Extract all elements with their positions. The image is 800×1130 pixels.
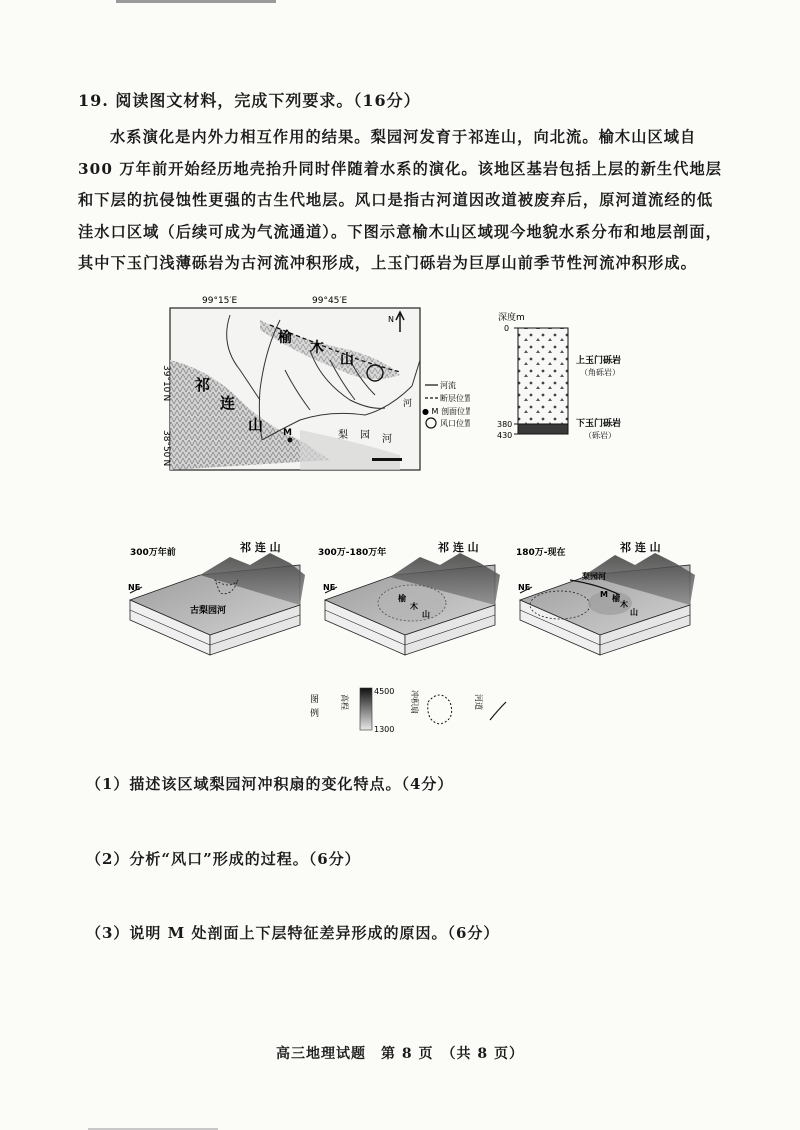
lon-label: 99°45′E	[312, 296, 348, 306]
block-180ma-now	[516, 540, 695, 655]
depth-tick: 430	[497, 431, 513, 440]
svg-text:● M 剖面位置: ● M 剖面位置	[422, 407, 470, 416]
svg-text:祁 连 山: 祁 连 山	[620, 541, 661, 554]
lower-layer-rock: （砾岩）	[584, 431, 616, 440]
subquestion-2: （2）分析“风口”形成的过程。（6分）	[86, 850, 361, 868]
svg-text:4500: 4500	[374, 687, 395, 696]
svg-text:山: 山	[422, 610, 430, 619]
svg-text:古梨园河: 古梨园河	[190, 606, 227, 616]
svg-text:断层位置: 断层位置	[440, 394, 470, 403]
svg-text:NE: NE	[518, 583, 531, 592]
svg-text:榆: 榆	[612, 594, 620, 603]
svg-text:图: 图	[310, 695, 320, 705]
channel-icon	[490, 702, 506, 720]
top-edge-line	[116, 0, 276, 3]
depth-tick: 380	[497, 420, 513, 429]
svg-text:180万-现在: 180万-现在	[516, 548, 566, 558]
svg-text:300万年前: 300万年前	[130, 548, 176, 558]
svg-text:木: 木	[410, 602, 418, 611]
map-label: 山	[248, 416, 264, 434]
svg-text:300万-180万年: 300万-180万年	[318, 548, 387, 558]
strata-column	[480, 308, 650, 452]
profile-m-label: M	[283, 428, 292, 438]
material-line: 其中下玉门浅薄砾岩为古河流冲积形成，上玉门砾岩为巨厚山前季节性河流冲积形成。	[78, 254, 697, 272]
map-label: 山	[340, 352, 354, 368]
depth-tick: 0	[504, 324, 510, 333]
svg-text:NE: NE	[128, 583, 141, 592]
svg-text:祁 连 山: 祁 连 山	[438, 541, 479, 554]
lon-label: 99°15′E	[202, 296, 238, 306]
material-line: 和下层的抗侵蚀性更强的古生代地层。风口是指古河道因改道被废弃后，原河道流经的低	[78, 191, 714, 209]
upper-layer-name: 上玉门砾岩	[576, 356, 622, 366]
map-label: 木	[310, 340, 324, 356]
alluvial-fan-icon	[428, 695, 452, 724]
material-line: 洼水口区域（后续可成为气流通道）。下图示意榆木山区域现今地貌水系分布和地层剖面，	[78, 222, 722, 241]
map-legend	[422, 380, 470, 428]
svg-text:梨园河: 梨园河	[582, 572, 606, 581]
map-label: 榆	[278, 330, 292, 346]
svg-text:N: N	[388, 315, 394, 324]
upper-layer-rock: （角砾岩）	[580, 368, 620, 377]
material-line: 300 万年前开始经历地壳抬升同时伴随着水系的演化。该地区基岩包括上层的新生代地层	[78, 159, 723, 178]
question-heading: 19. 阅读图文材料，完成下列要求。（16分）	[78, 91, 421, 110]
map-label: 园	[360, 430, 370, 441]
subquestion-3: （3）说明 M 处剖面上下层特征差异形成的原因。（6分）	[86, 924, 500, 942]
material-line: 水系演化是内外力相互作用的结果。梨园河发育于祁连山，向北流。榆木山区域自	[110, 128, 697, 146]
svg-text:木: 木	[620, 600, 628, 609]
page-footer: 高三地理试题 第 8 页 （共 8 页）	[276, 1046, 524, 1062]
subquestion-1: （1）描述该区域梨园河冲积扇的变化特点。（4分）	[86, 775, 454, 793]
block-300ma	[128, 540, 305, 655]
svg-text:高程: 高程	[340, 694, 349, 710]
svg-text:榆: 榆	[398, 594, 406, 603]
block-legend	[300, 680, 520, 744]
lat-label: 39°10′N	[161, 365, 171, 402]
map-label: 河	[382, 434, 392, 445]
svg-text:河流: 河流	[440, 381, 456, 390]
map-label: 梨	[338, 430, 348, 441]
block-300-180ma	[318, 540, 500, 655]
map-label: 连	[220, 394, 236, 412]
svg-text:冲积扇: 冲积扇	[410, 690, 419, 714]
svg-text:风口位置: 风口位置	[440, 419, 470, 428]
evolution-block-diagrams	[120, 535, 700, 669]
material-paragraph	[78, 122, 728, 280]
svg-text:1300: 1300	[374, 725, 395, 734]
map-label: 祁	[195, 376, 211, 394]
depth-title: 深度m	[498, 313, 525, 323]
map-label: 河	[403, 399, 413, 409]
lower-layer-name: 下玉门砾岩	[576, 419, 622, 429]
topographic-map	[150, 290, 470, 484]
svg-text:NE: NE	[323, 583, 336, 592]
svg-text:例: 例	[310, 709, 320, 719]
svg-text:祁 连 山: 祁 连 山	[240, 541, 281, 554]
svg-text:M: M	[600, 590, 608, 599]
svg-text:河道: 河道	[474, 694, 483, 710]
svg-text:山: 山	[630, 608, 638, 617]
lat-label: 38°50′N	[161, 430, 171, 467]
